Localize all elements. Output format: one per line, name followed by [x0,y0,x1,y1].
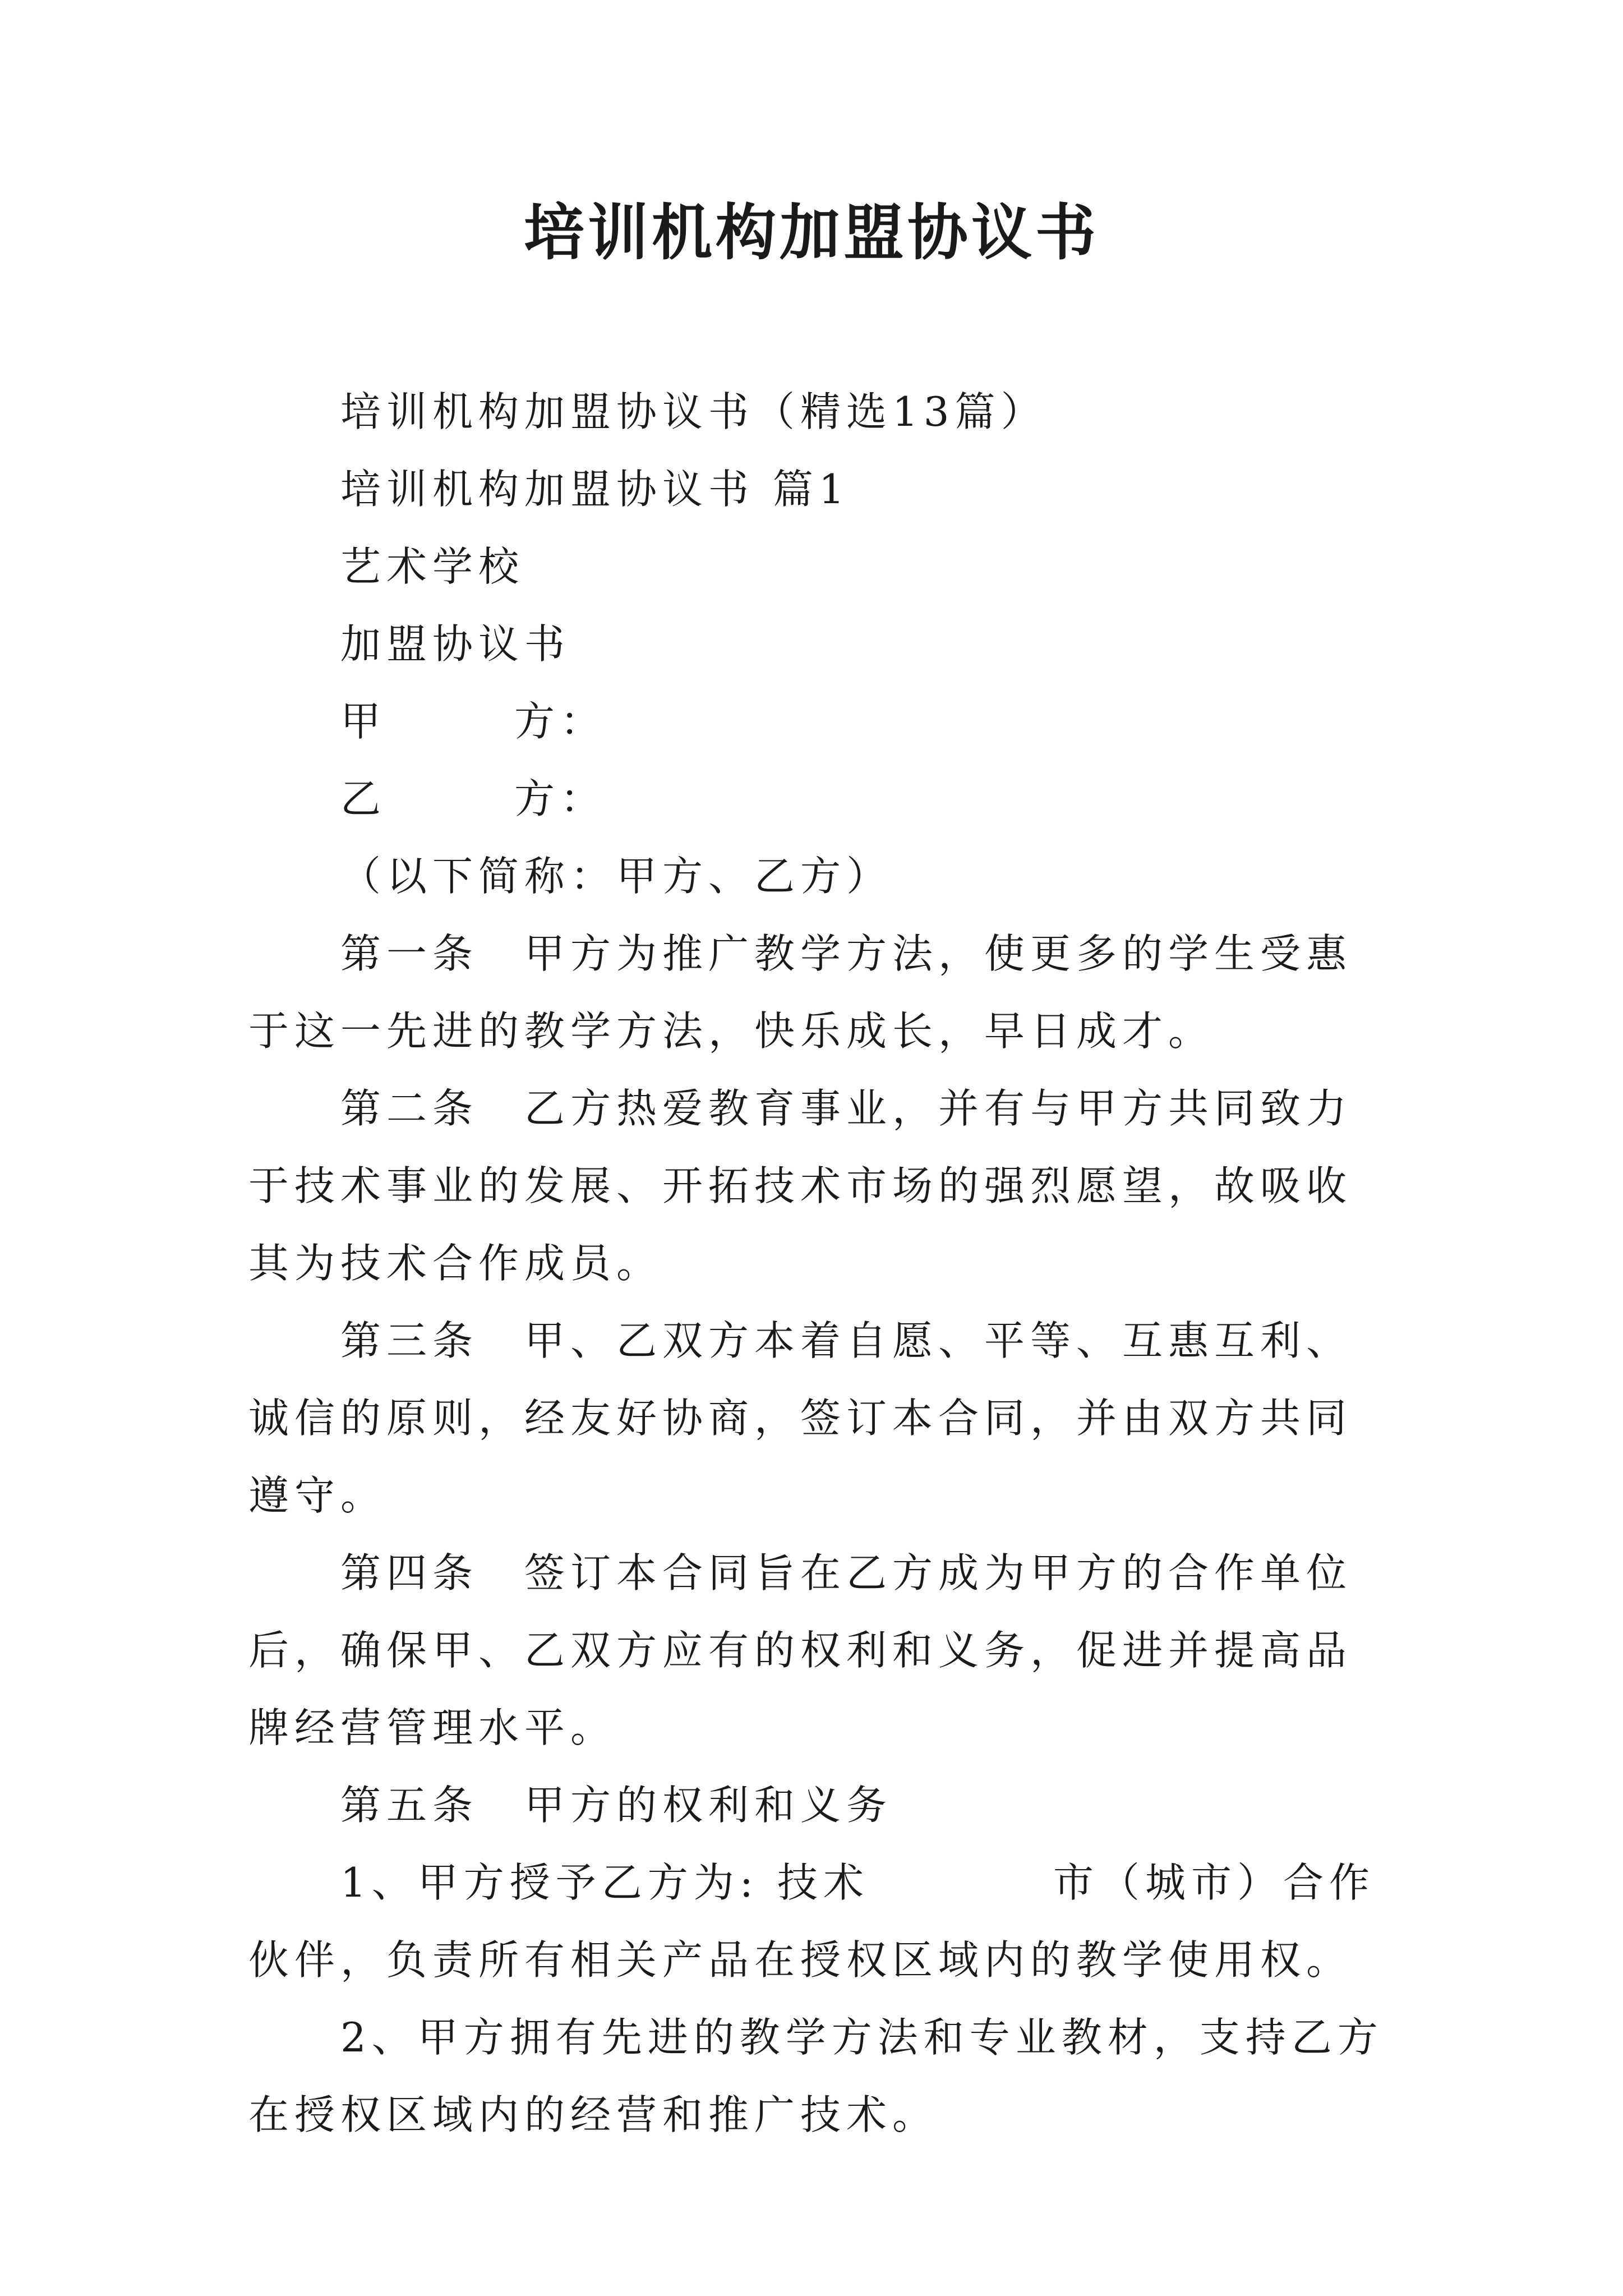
party-b-line [248,760,1387,838]
document-title: 培训机构加盟协议书 [523,197,1099,268]
agreement-label: 加盟协议书 [340,620,571,668]
subtitle-paragraph: 培训机构加盟协议书（精选13篇） [340,388,1047,435]
clause-4: 第四条 签订本合同旨在乙方成为甲方的合作单位后，确保甲、乙双方应有的权利和义务，促进并提高品牌经营管理水平。 [248,1549,1353,1751]
section-heading: 培训机构加盟协议书 篇1 [340,466,850,513]
party-a-char: 甲 [340,698,387,745]
party-b-char: 乙 [340,775,387,822]
party-a-label: 方： [514,698,607,745]
clause-2: 第二条 乙方热爱教育事业，并有与甲方共同致力于技术事业的发展、开拓技术市场的强烈愿望，故吸收其为技术合作成员。 [248,1085,1353,1287]
clause-5-item-2: 2、甲方拥有先进的教学方法和专业教材，支持乙方在授权区域内的经营和推广技术。 [248,2014,1384,2138]
party-a-line [248,683,1387,760]
clause-5-item-1: 1、甲方授予乙方为: 技术 市（城市）合作伙伴，负责所有相关产品在授权区域内的教学使用权。 [248,1859,1375,1984]
clause-1: 第一条 甲方为推广教学方法，使更多的学生受惠于这一先进的教学方法，快乐成长，早日成才。 [248,930,1353,1055]
clause-5-heading: 第五条 甲方的权利和义务 [340,1782,893,1829]
party-b-label: 方： [514,775,607,822]
clause-3: 第三条 甲、乙双方本着自愿、平等、互惠互利、诚信的原则，经友好协商，签订本合同，并由双方共同遵守。 [248,1317,1353,1519]
abbreviation-note: （以下简称：甲方、乙方） [340,853,893,900]
document-body [248,373,1387,2154]
school-label: 艺术学校 [340,543,525,590]
